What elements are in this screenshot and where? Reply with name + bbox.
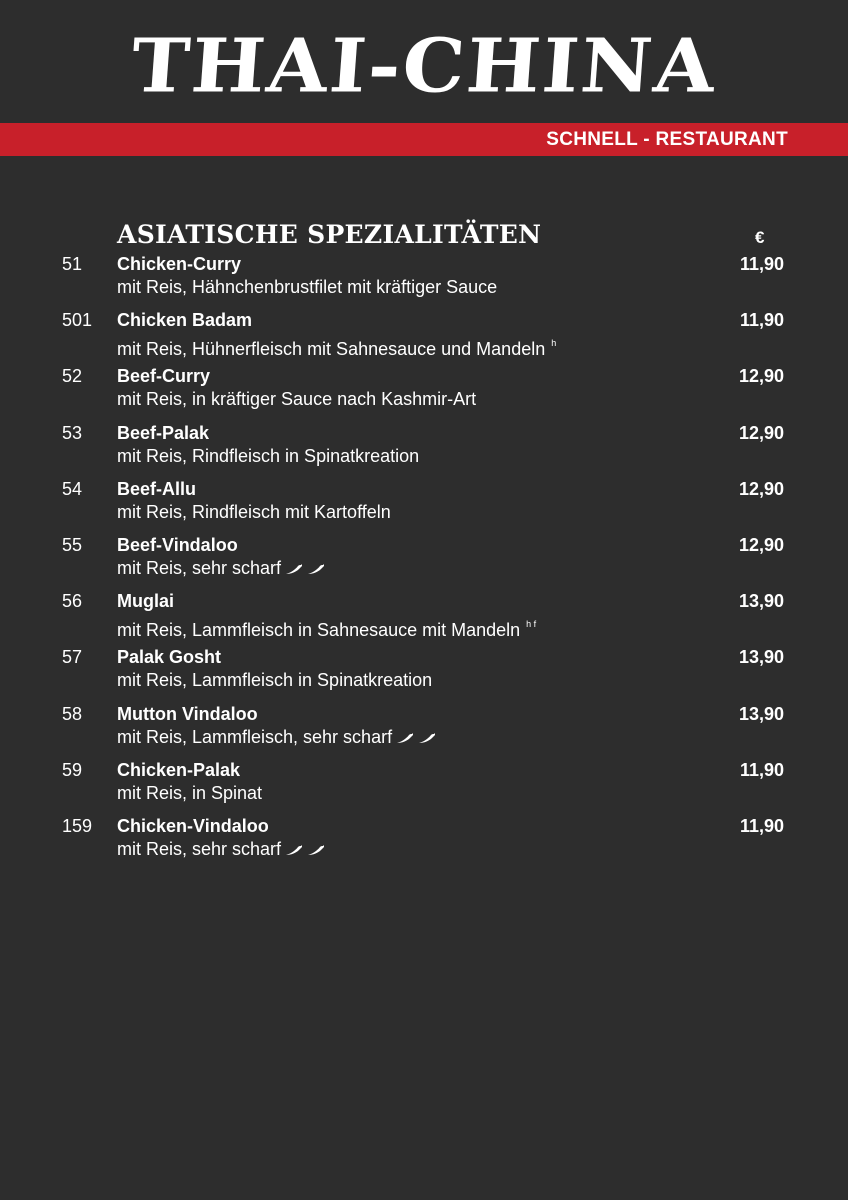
item-name: Palak Gosht xyxy=(117,647,222,668)
item-name: Beef-Curry xyxy=(117,366,211,387)
item-price: 11,90 xyxy=(739,815,784,836)
menu-item xyxy=(0,423,848,479)
menu-item xyxy=(0,591,848,647)
chili-pepper-icon xyxy=(396,732,414,744)
item-description-line xyxy=(117,613,536,641)
item-name: Chicken Badam xyxy=(117,310,253,331)
item-number: 59 xyxy=(62,759,83,780)
item-name: Chicken-Curry xyxy=(117,254,242,274)
item-number: 58 xyxy=(62,703,83,724)
menu-item xyxy=(0,647,848,703)
restaurant-subtitle: SCHNELL - RESTAURANT xyxy=(546,129,788,150)
item-description: mit Reis, Lammfleisch, sehr scharf xyxy=(117,726,393,747)
item-number: 53 xyxy=(62,422,83,443)
item-description-line xyxy=(117,276,497,298)
item-price: 13,90 xyxy=(738,647,784,668)
item-name: Beef-Vindaloo xyxy=(117,534,238,555)
menu-item xyxy=(0,479,848,535)
item-name: Chicken-Vindaloo xyxy=(117,815,269,836)
item-description-line xyxy=(117,388,476,410)
menu-items-list xyxy=(0,254,848,872)
menu-item xyxy=(0,816,848,872)
item-description-line xyxy=(117,445,419,467)
item-description: mit Reis, Hühnerfleisch mit Sahnesauce und Mandeln xyxy=(117,339,546,360)
item-description: mit Reis, sehr scharf xyxy=(117,557,282,578)
item-number: 159 xyxy=(62,815,93,836)
menu-item xyxy=(0,254,848,310)
item-price: 12,90 xyxy=(738,478,784,499)
restaurant-logo: THAI-CHINA xyxy=(128,23,720,110)
item-price: 13,90 xyxy=(738,591,784,612)
item-number: 55 xyxy=(62,534,83,555)
item-name: Beef-Palak xyxy=(117,422,210,443)
item-description: mit Reis, sehr scharf xyxy=(117,838,282,859)
chili-pepper-icon xyxy=(307,563,325,575)
chili-pepper-icon xyxy=(307,844,325,856)
item-description: mit Reis, in kräftiger Sauce nach Kashmir-Art xyxy=(117,389,477,410)
item-number: 56 xyxy=(62,591,83,612)
allergen-codes: h xyxy=(551,338,557,349)
item-number: 52 xyxy=(62,366,83,387)
menu-item xyxy=(0,310,848,366)
item-name: Beef-Allu xyxy=(117,478,197,499)
item-name: Chicken-Palak xyxy=(117,759,241,780)
menu-item xyxy=(0,535,848,591)
item-price: 11,90 xyxy=(739,310,784,331)
item-price: 11,90 xyxy=(739,254,784,274)
item-description: mit Reis, Lammfleisch in Sahnesauce mit Mandeln xyxy=(117,620,521,641)
menu-item xyxy=(0,366,848,422)
item-price: 12,90 xyxy=(738,366,784,387)
item-price: 13,90 xyxy=(738,703,784,724)
item-description-line xyxy=(117,501,391,523)
item-description: mit Reis, in Spinat xyxy=(117,782,263,803)
item-description-line xyxy=(117,557,325,579)
item-number: 501 xyxy=(62,310,93,331)
chili-pepper-icon xyxy=(285,563,303,575)
item-description: mit Reis, Lammfleisch in Spinatkreation xyxy=(117,670,433,691)
currency-header: € xyxy=(755,228,765,247)
item-description-line xyxy=(117,726,436,748)
item-description-line xyxy=(117,838,325,860)
item-number: 51 xyxy=(62,254,83,274)
item-price: 12,90 xyxy=(738,422,784,443)
item-description: mit Reis, Hähnchenbrustfilet mit kräftiger Sauce xyxy=(117,277,498,297)
item-description: mit Reis, Rindfleisch in Spinatkreation xyxy=(117,445,420,466)
chili-pepper-icon xyxy=(285,844,303,856)
item-description-line xyxy=(117,669,432,691)
menu-item xyxy=(0,760,848,816)
menu-item xyxy=(0,704,848,760)
subtitle-band xyxy=(0,123,848,156)
item-description: mit Reis, Rindfleisch mit Kartoffeln xyxy=(117,501,391,522)
item-price: 12,90 xyxy=(738,534,784,555)
item-number: 57 xyxy=(62,647,83,668)
item-price: 11,90 xyxy=(739,759,784,780)
item-description-line xyxy=(117,782,262,804)
section-title: ASIATISCHE SPEZIALITÄTEN xyxy=(117,220,542,249)
item-number: 54 xyxy=(62,478,83,499)
item-name: Mutton Vindaloo xyxy=(117,703,258,724)
chili-pepper-icon xyxy=(418,732,436,744)
allergen-codes: h f xyxy=(526,619,537,630)
item-name: Muglai xyxy=(117,591,174,612)
item-description-line xyxy=(117,332,556,360)
